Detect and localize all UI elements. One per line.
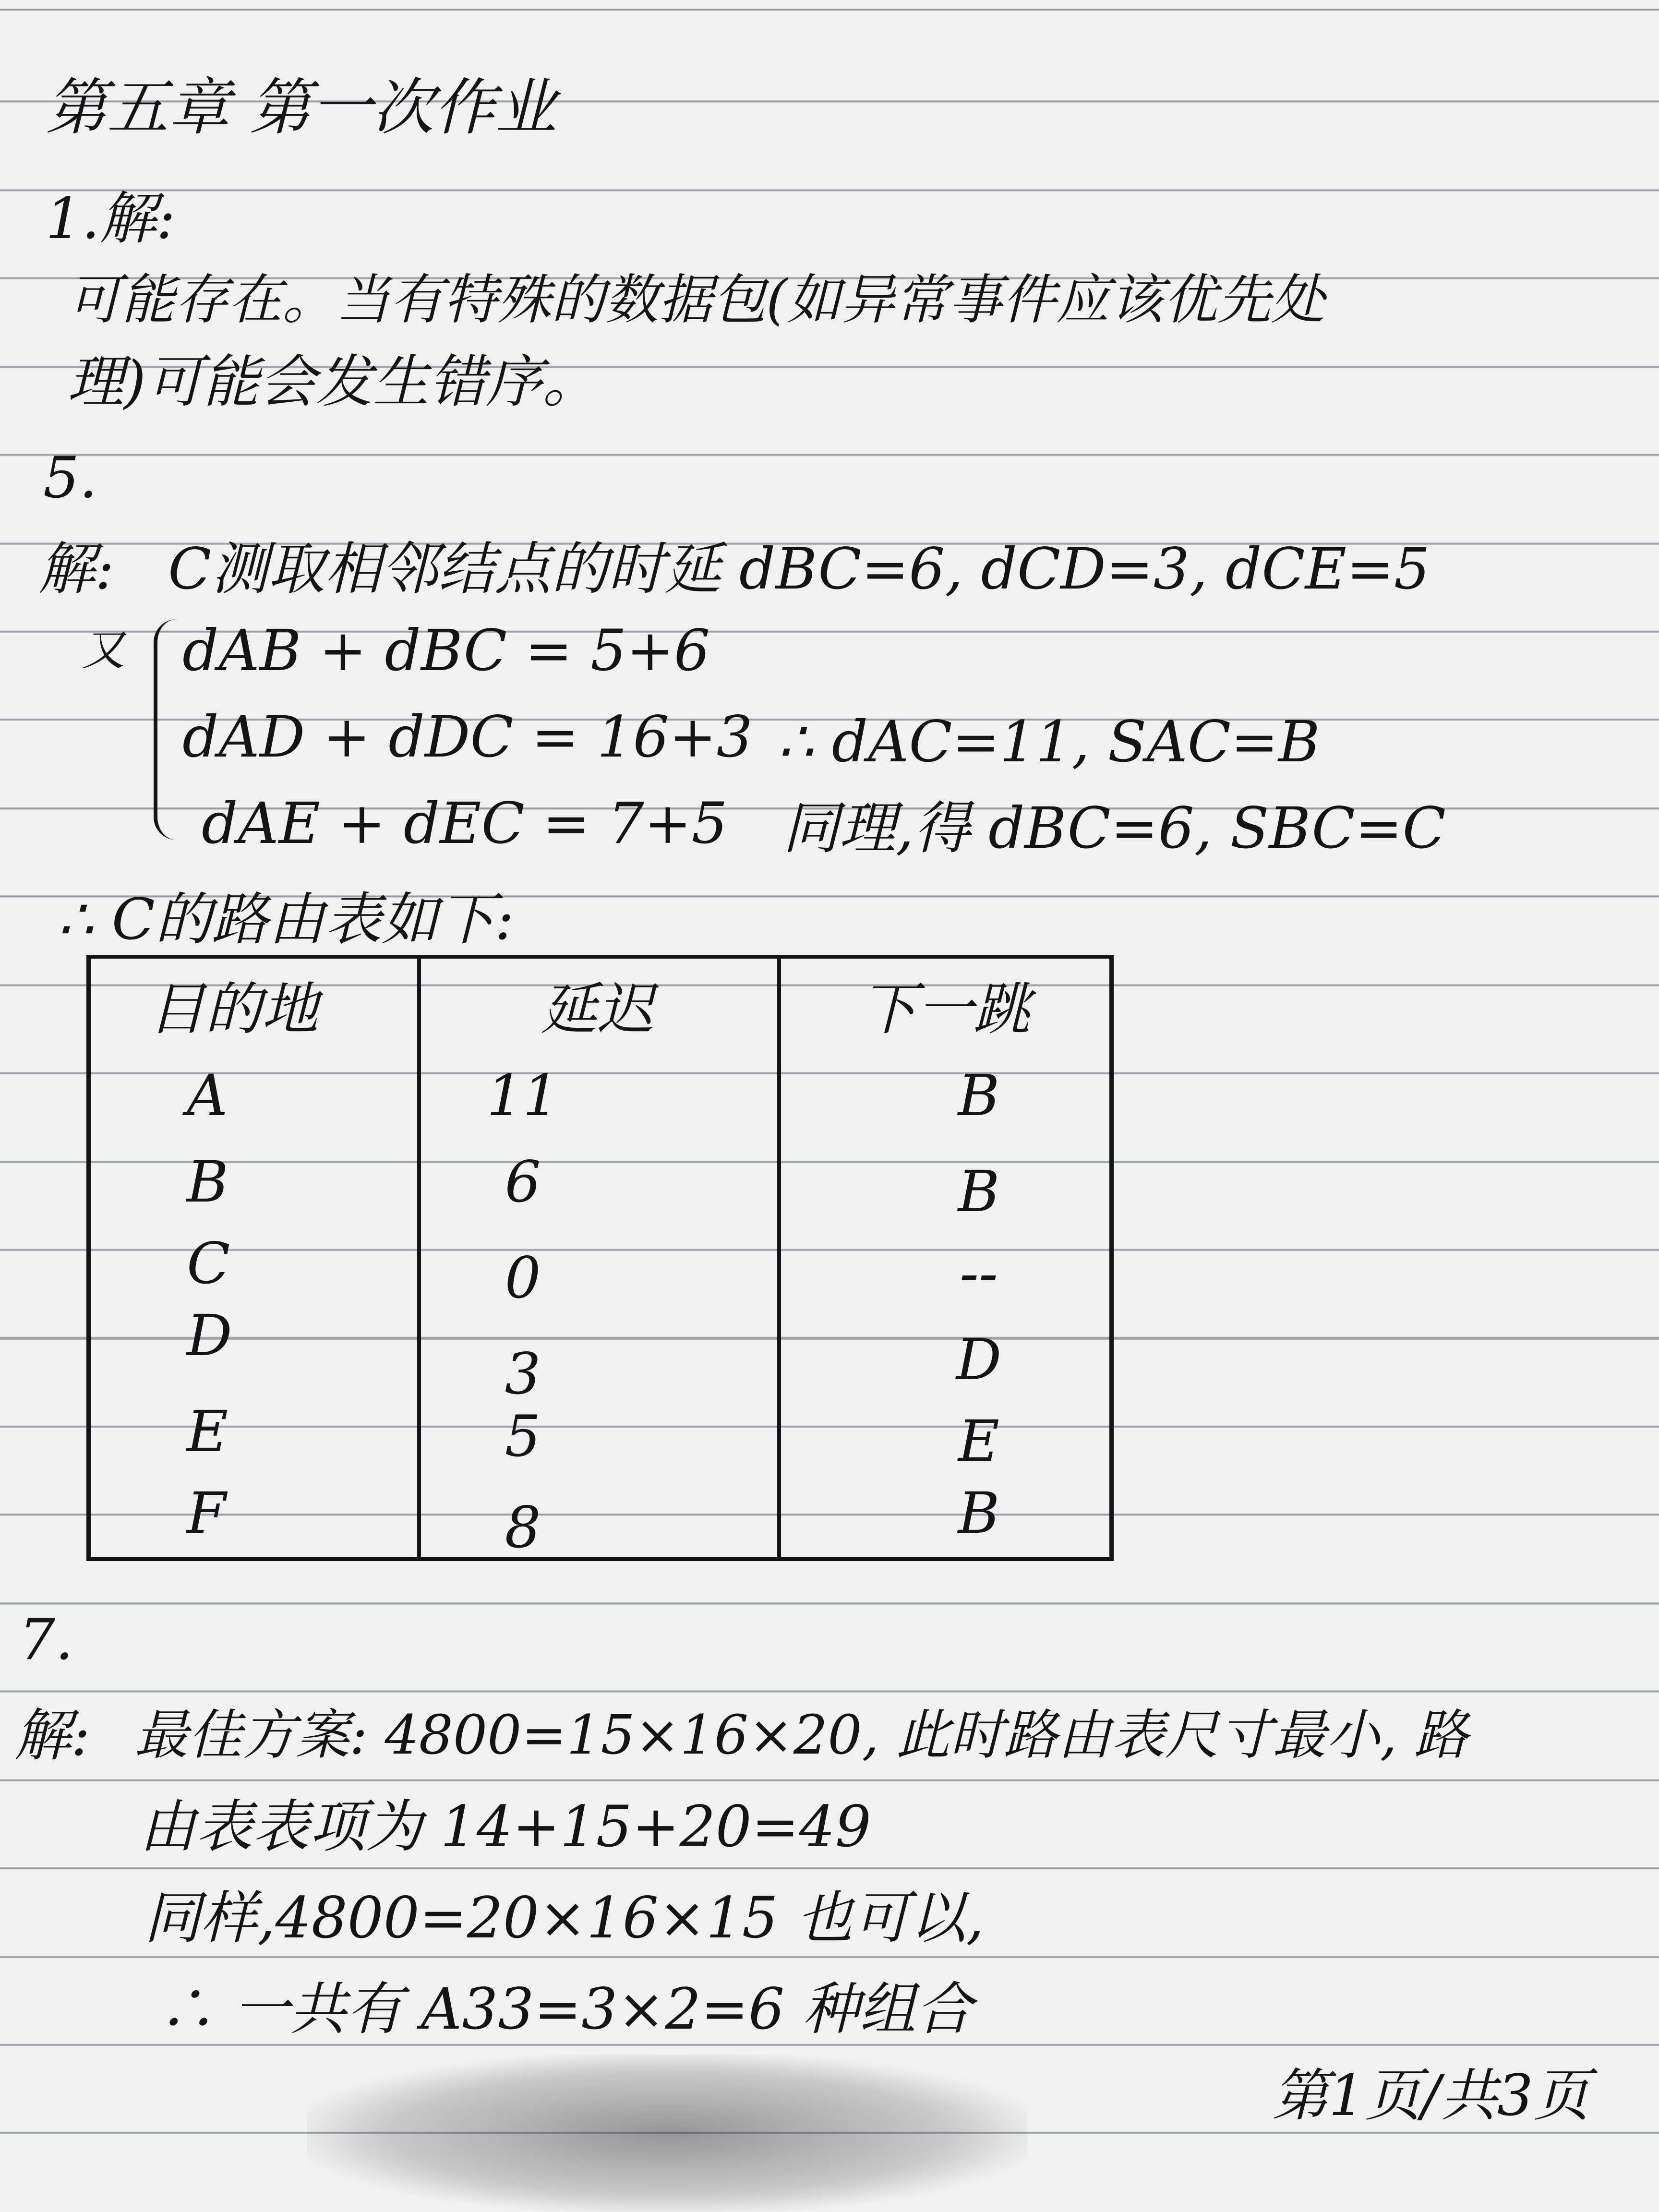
table-divider-1 <box>417 959 421 1557</box>
q7-solve-label: 解: <box>14 1702 90 1768</box>
table-divider-2 <box>777 959 781 1557</box>
table-cell: F <box>187 1480 226 1546</box>
table-cell: C <box>187 1230 230 1297</box>
q7-line3: 同样,4800=20×16×15 也可以, <box>144 1885 984 1951</box>
table-header-next-hop: 下一跳 <box>860 976 1030 1042</box>
table-cell: E <box>187 1398 228 1465</box>
q5-line1: C测取相邻结点的时延 dBC=6, dCD=3, dCE=5 <box>168 536 1430 602</box>
q1-line2: 理)可能会发生错序。 <box>67 349 600 415</box>
table-cell: 11 <box>486 1062 559 1129</box>
q5-eq1: dAB + dBC = 5+6 <box>182 617 710 684</box>
table-header-delay: 延迟 <box>540 976 654 1042</box>
table-cell: B <box>958 1158 1000 1225</box>
table-cell: -- <box>960 1240 998 1306</box>
page-title: 第五章 第一次作业 <box>46 72 557 144</box>
q1-label: 1.解: <box>46 185 176 252</box>
q5-result2: 同理,得 dBC=6, SBC=C <box>782 795 1446 861</box>
table-cell: B <box>958 1062 1000 1129</box>
table-cell: E <box>958 1408 1000 1474</box>
page-footer: 第1页/共3页 <box>1272 2062 1590 2128</box>
equation-brace <box>154 619 177 840</box>
table-cell: B <box>958 1480 1000 1546</box>
table-cell: 3 <box>505 1341 541 1407</box>
table-cell: A <box>187 1062 228 1129</box>
q5-also: 又 <box>82 625 125 675</box>
hand-shadow <box>307 2055 1027 2212</box>
table-header-destination: 目的地 <box>148 976 319 1042</box>
q5-label: 5. <box>43 445 97 511</box>
q7-line1: 最佳方案: 4800=15×16×20, 此时路由表尺寸最小, 路 <box>134 1704 1468 1767</box>
table-intro: ∴ C的路由表如下: <box>58 886 514 952</box>
q1-line1: 可能存在。当有特殊的数据包(如异常事件应该优先处 <box>67 269 1325 331</box>
table-cell: 5 <box>505 1403 541 1469</box>
table-cell: 0 <box>505 1245 541 1311</box>
q7-label: 7. <box>19 1606 73 1672</box>
q7-line2: 由表表项为 14+15+20=49 <box>139 1793 871 1860</box>
table-cell: 8 <box>505 1494 541 1561</box>
table-cell: D <box>187 1302 232 1369</box>
table-cell: D <box>956 1326 1002 1393</box>
routing-table <box>86 955 1114 1561</box>
q5-eq3: dAE + dEC = 7+5 <box>202 790 728 856</box>
q5-result1: ∴ dAC=11, SAC=B <box>778 709 1320 775</box>
q7-line4: ∴ 一共有 A33=3×2=6 种组合 <box>158 1976 973 2042</box>
table-cell: 6 <box>505 1149 541 1215</box>
q5-eq2: dAD + dDC = 16+3 <box>182 704 753 770</box>
table-cell: B <box>187 1149 228 1215</box>
q5-solve-label: 解: <box>38 536 114 602</box>
